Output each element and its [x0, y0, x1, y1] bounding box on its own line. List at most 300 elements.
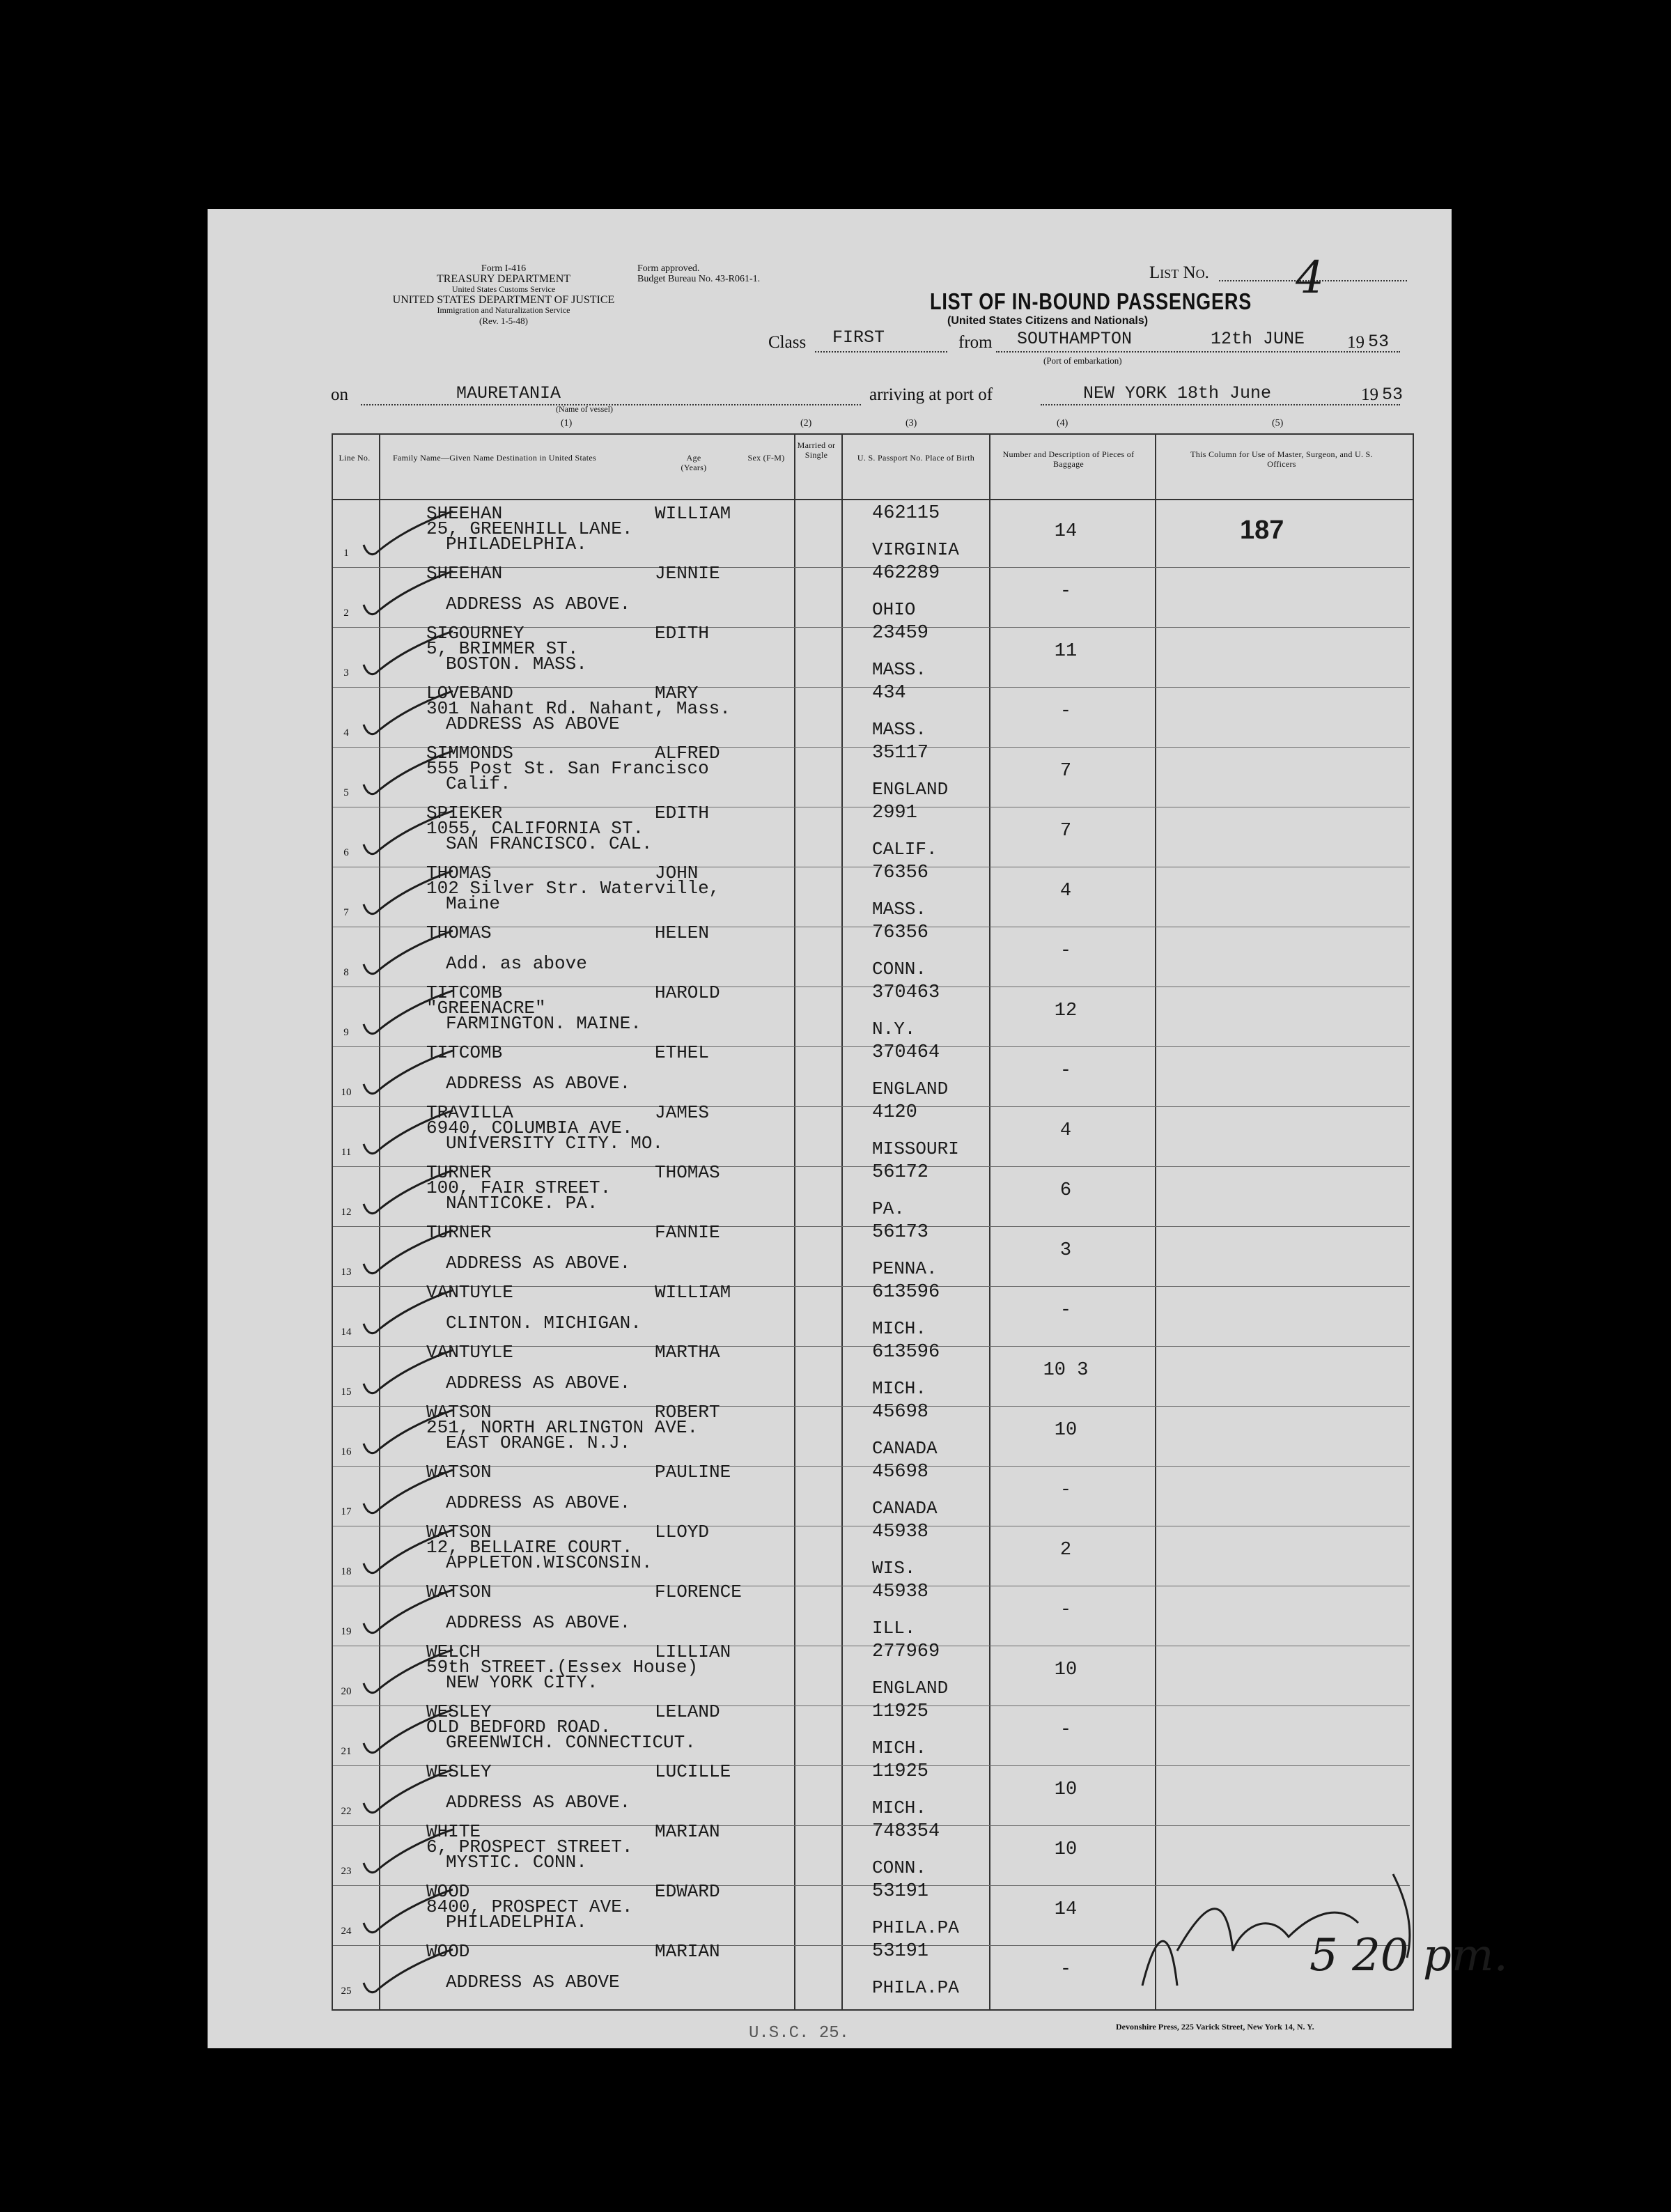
family-name: LOVEBAND	[426, 683, 513, 704]
col-num-2: (2)	[800, 418, 812, 428]
checkmark-icon	[348, 987, 460, 1042]
address-line-1: 251, NORTH ARLINGTON AVE.	[426, 1417, 699, 1438]
given-name: WILLIAM	[655, 503, 731, 524]
checkmark-stroke	[364, 1111, 453, 1154]
checkmark-icon	[348, 867, 460, 922]
address-line-2: CLINTON. MICHIGAN.	[446, 1313, 642, 1333]
address-line-2: ADDRESS AS ABOVE.	[446, 1073, 631, 1094]
page-title: LIST OF IN-BOUND PASSENGERS	[930, 288, 1252, 314]
line-number: 19	[341, 1626, 352, 1637]
address-line-2: ADDRESS AS ABOVE	[446, 713, 620, 734]
address-line-1: 1055, CALIFORNIA ST.	[426, 818, 644, 839]
passport-number: 76356	[872, 922, 929, 943]
place-of-birth: PENNA.	[872, 1258, 938, 1279]
passport-number: 35117	[872, 743, 929, 764]
address-line-2: PHILADELPHIA.	[446, 534, 587, 555]
line-number: 12	[341, 1207, 352, 1218]
given-name: ROBERT	[655, 1402, 720, 1423]
row-divider	[333, 1226, 1410, 1227]
place-of-birth: MASS.	[872, 899, 927, 920]
passport-number: 462115	[872, 503, 940, 524]
place-of-birth: MISSOURI	[872, 1138, 959, 1159]
immigration-service: Immigration and Naturalization Service	[437, 305, 570, 315]
address-line-2: NANTICOKE. PA.	[446, 1193, 598, 1214]
on-label: on	[331, 385, 348, 404]
place-of-birth: MASS.	[872, 659, 927, 680]
place-of-birth: PHILA.PA	[872, 1917, 959, 1938]
passport-number: 11925	[872, 1761, 929, 1782]
address-line-1: 301 Nahant Rd. Nahant, Mass.	[426, 698, 731, 719]
baggage-count: 14	[1054, 521, 1078, 542]
family-name: THOMAS	[426, 863, 492, 883]
header-divider	[333, 499, 1413, 500]
checkmark-icon	[348, 627, 460, 683]
address-line-2: ADDRESS AS ABOVE.	[446, 1792, 631, 1813]
arrival-year-prefix: 19	[1361, 385, 1378, 404]
passport-number: 76356	[872, 863, 929, 883]
family-name: VANTUYLE	[426, 1342, 513, 1363]
passport-number: 434	[872, 683, 906, 704]
address-line-2: MYSTIC. CONN.	[446, 1852, 587, 1873]
passport-number: 53191	[872, 1941, 929, 1962]
family-name: WOOD	[426, 1881, 470, 1902]
place-of-birth: CANADA	[872, 1438, 938, 1459]
checkmark-icon	[348, 687, 460, 743]
passport-number: 2991	[872, 803, 917, 823]
baggage-count: -	[1059, 1300, 1072, 1321]
checkmark-stroke	[364, 511, 453, 555]
checkmark-stroke	[364, 1710, 453, 1753]
line-number: 11	[341, 1147, 352, 1158]
baggage-count: 10 3	[1043, 1360, 1089, 1381]
checkmark-stroke	[364, 1770, 453, 1813]
address-line-1: 100, FAIR STREET.	[426, 1177, 612, 1198]
checkmark-icon	[348, 1286, 460, 1342]
passport-number: 45698	[872, 1402, 929, 1423]
family-name: VANTUYLE	[426, 1282, 513, 1303]
line-number: 25	[341, 1986, 352, 1997]
baggage-count: 6	[1059, 1180, 1072, 1201]
given-name: THOMAS	[655, 1162, 720, 1183]
address-line-2: ADDRESS AS ABOVE.	[446, 1253, 631, 1274]
passport-number: 370464	[872, 1042, 940, 1063]
checkmark-icon	[348, 1586, 460, 1641]
place-of-birth: PA.	[872, 1198, 905, 1219]
family-name: SIMMONDS	[426, 743, 513, 764]
header-passport: U. S. Passport No. Place of Birth	[857, 453, 975, 463]
address-line-1: OLD BEDFORD ROAD.	[426, 1717, 612, 1738]
justice-department: UNITED STATES DEPARTMENT OF JUSTICE	[392, 294, 615, 306]
family-name: TURNER	[426, 1162, 492, 1183]
list-no-value: 4	[1296, 252, 1324, 304]
checkmark-stroke	[364, 1410, 453, 1453]
family-name: WATSON	[426, 1402, 492, 1423]
footer-code: U.S.C. 25.	[749, 2024, 850, 2043]
baggage-count: -	[1059, 941, 1072, 961]
header-line-no: Line No.	[339, 453, 371, 463]
checkmark-icon	[348, 567, 460, 623]
given-name: EDWARD	[655, 1881, 720, 1902]
checkmark-icon	[348, 1706, 460, 1761]
checkmark-icon	[348, 927, 460, 982]
col-num-3: (3)	[906, 418, 917, 428]
checkmark-icon	[348, 1646, 460, 1701]
checkmark-stroke	[364, 1830, 453, 1873]
line-number: 8	[343, 967, 349, 978]
place-of-birth: N.Y.	[872, 1019, 916, 1039]
header-baggage: Number and Description of Pieces of Baggage	[1002, 449, 1135, 469]
checkmark-stroke	[364, 871, 453, 914]
place-of-birth: MICH.	[872, 1318, 927, 1339]
given-name: MARIAN	[655, 1941, 720, 1962]
address-line-2: ADDRESS AS ABOVE.	[446, 594, 631, 614]
place-of-birth: VIRGINIA	[872, 539, 959, 560]
address-line-2: Maine	[446, 893, 501, 914]
col-num-5: (5)	[1272, 418, 1284, 428]
printer-line: Devonshire Press, 225 Varick Street, New York 14, N. Y.	[1116, 2022, 1314, 2032]
from-label: from	[958, 333, 993, 352]
arrival-line	[1041, 404, 1400, 405]
given-name: JAMES	[655, 1102, 710, 1123]
line-number: 17	[341, 1506, 352, 1517]
baggage-count: -	[1059, 701, 1072, 722]
checkmark-stroke	[364, 1290, 453, 1333]
signature-time: 5 20 pm.	[1309, 1930, 1508, 1981]
address-line-2: ADDRESS AS ABOVE.	[446, 1372, 631, 1393]
line-number: 2	[343, 608, 349, 619]
line-number: 6	[343, 847, 349, 858]
address-line-1: 102 Silver Str. Waterville,	[426, 878, 720, 899]
given-name: EDITH	[655, 623, 710, 644]
arriving-label: arriving at port of	[869, 385, 993, 404]
class-value: FIRST	[832, 327, 885, 348]
checkmark-icon	[348, 1945, 460, 2001]
address-line-2: NEW YORK CITY.	[446, 1672, 598, 1693]
baggage-count: -	[1059, 1959, 1072, 1980]
given-name: LILLIAN	[655, 1641, 731, 1662]
checkmark-icon	[348, 1106, 460, 1162]
passport-number: 23459	[872, 623, 929, 644]
line-number: 18	[341, 1566, 352, 1577]
checkmark-stroke	[364, 631, 453, 674]
given-name: HAROLD	[655, 982, 720, 1003]
checkmark-icon	[348, 1765, 460, 1821]
row-divider	[333, 1466, 1410, 1467]
baggage-count: 14	[1054, 1899, 1078, 1920]
place-of-birth: CONN.	[872, 959, 927, 980]
place-of-birth: MICH.	[872, 1797, 927, 1818]
passport-number: 11925	[872, 1701, 929, 1722]
approval-block	[637, 263, 760, 284]
line-number: 3	[343, 667, 349, 679]
header-officers: This Column for Use of Master, Surgeon, and U. S. Officers	[1190, 449, 1373, 469]
address-line-1: 12, BELLAIRE COURT.	[426, 1537, 633, 1558]
given-name: LELAND	[655, 1701, 720, 1722]
address-line-2: UNIVERSITY CITY. MO.	[446, 1133, 664, 1154]
address-line-1: 555 Post St. San Francisco	[426, 758, 709, 779]
given-name: JOHN	[655, 863, 699, 883]
form-header-block	[371, 263, 636, 326]
header-married: Married or Single	[797, 440, 836, 460]
line-number: 4	[343, 727, 349, 738]
checkmark-stroke	[364, 1051, 453, 1094]
arrival-port-date: NEW YORK 18th June	[1083, 383, 1272, 403]
address-line-2: Add. as above	[446, 953, 587, 974]
line-number: 22	[341, 1806, 352, 1817]
baggage-count: 7	[1059, 761, 1072, 782]
checkmark-stroke	[364, 691, 453, 734]
address-line-2: FARMINGTON. MAINE.	[446, 1013, 642, 1034]
checkmark-icon	[348, 507, 460, 563]
line-number: 21	[341, 1746, 352, 1757]
family-name: WESLEY	[426, 1701, 492, 1722]
baggage-count: 11	[1054, 641, 1078, 662]
checkmark-stroke	[364, 1530, 453, 1573]
place-of-birth: CALIF.	[872, 839, 938, 860]
place-of-birth: ILL.	[872, 1618, 916, 1639]
baggage-count: -	[1059, 1060, 1072, 1081]
baggage-count: 10	[1054, 1420, 1078, 1441]
address-line-2: APPLETON.WISCONSIN.	[446, 1552, 653, 1573]
address-line-1: 8400, PROSPECT AVE.	[426, 1896, 633, 1917]
line-number: 16	[341, 1446, 352, 1457]
address-line-2: Calif.	[446, 773, 511, 794]
place-of-birth: WIS.	[872, 1558, 916, 1579]
place-of-birth: MASS.	[872, 719, 927, 740]
family-name: TITCOMB	[426, 1042, 503, 1063]
passport-number: 277969	[872, 1641, 940, 1662]
family-name: TRAVILLA	[426, 1102, 513, 1123]
passport-number: 370463	[872, 982, 940, 1003]
row-divider	[333, 1825, 1410, 1826]
line-number: 13	[341, 1267, 352, 1278]
page-subtitle: (United States Citizens and Nationals)	[947, 315, 1149, 327]
embark-caption: (Port of embarkation)	[1043, 355, 1122, 366]
given-name: ALFRED	[655, 743, 720, 764]
passport-number: 613596	[872, 1342, 940, 1363]
baggage-count: 7	[1059, 821, 1072, 842]
checkmark-stroke	[364, 1590, 453, 1633]
embark-year: 53	[1368, 332, 1390, 352]
address-line-1: 6940, COLUMBIA AVE.	[426, 1117, 633, 1138]
place-of-birth: ENGLAND	[872, 779, 949, 800]
row-divider	[333, 1166, 1410, 1167]
passport-number: 613596	[872, 1282, 940, 1303]
checkmark-icon	[348, 1046, 460, 1102]
checkmark-stroke	[364, 1889, 453, 1933]
budget-bureau: Budget Bureau No. 43-R061-1.	[637, 274, 761, 284]
checkmark-stroke	[364, 1949, 453, 1993]
given-name: JENNIE	[655, 563, 720, 584]
address-line-2: SAN FRANCISCO. CAL.	[446, 833, 653, 854]
line-number: 23	[341, 1866, 352, 1877]
line-number: 20	[341, 1686, 352, 1697]
checkmark-stroke	[364, 811, 453, 854]
address-line-1: 59th STREET.(Essex House)	[426, 1657, 699, 1678]
given-name: EDITH	[655, 803, 710, 823]
passport-number: 56173	[872, 1222, 929, 1243]
checkmark-stroke	[364, 931, 453, 974]
arrival-year: 53	[1382, 385, 1404, 405]
baggage-count: 4	[1059, 881, 1072, 902]
family-name: THOMAS	[426, 922, 492, 943]
passport-number: 45938	[872, 1581, 929, 1602]
family-name: WATSON	[426, 1581, 492, 1602]
given-name: LUCILLE	[655, 1761, 731, 1782]
family-name: WATSON	[426, 1462, 492, 1483]
passport-number: 56172	[872, 1162, 929, 1183]
customs-service: United States Customs Service	[451, 284, 556, 294]
address-line-1: 25, GREENHILL LANE.	[426, 518, 633, 539]
given-name: HELEN	[655, 922, 710, 943]
address-line-1: 6, PROSPECT STREET.	[426, 1836, 633, 1857]
checkmark-stroke	[364, 1350, 453, 1393]
checkmark-icon	[348, 1226, 460, 1282]
passport-number: 53191	[872, 1881, 929, 1902]
class-label: Class	[768, 333, 807, 352]
form-approved: Form approved.	[637, 263, 700, 274]
place-of-birth: CANADA	[872, 1498, 938, 1519]
line-number: 7	[343, 907, 349, 918]
checkmark-icon	[348, 1406, 460, 1462]
family-name: SHEEHAN	[426, 503, 503, 524]
passport-number: 45938	[872, 1522, 929, 1542]
baggage-count: 10	[1054, 1779, 1078, 1800]
checkmark-stroke	[364, 1230, 453, 1274]
passport-number: 4120	[872, 1102, 917, 1123]
checkmark-icon	[348, 1885, 460, 1941]
address-line-2: EAST ORANGE. N.J.	[446, 1432, 631, 1453]
header-age: Age (Years)	[681, 453, 707, 472]
given-name: ETHEL	[655, 1042, 710, 1063]
address-line-2: ADDRESS AS ABOVE.	[446, 1492, 631, 1513]
row-divider	[333, 1765, 1410, 1766]
embark-date: 12th JUNE	[1211, 329, 1305, 349]
given-name: MARIAN	[655, 1821, 720, 1842]
passport-number: 45698	[872, 1462, 929, 1483]
line-number: 10	[341, 1087, 352, 1098]
col-divider	[794, 435, 795, 2009]
baggage-count: -	[1059, 1719, 1072, 1740]
baggage-count: 12	[1054, 1000, 1078, 1021]
col-num-1: (1)	[561, 418, 573, 428]
line-number: 24	[341, 1926, 352, 1937]
line-number: 9	[343, 1027, 349, 1038]
checkmark-stroke	[364, 1470, 453, 1513]
address-line-2: ADDRESS AS ABOVE.	[446, 1612, 631, 1633]
checkmark-icon	[348, 1825, 460, 1881]
place-of-birth: ENGLAND	[872, 1678, 949, 1699]
class-line	[815, 351, 947, 353]
checkmark-stroke	[364, 571, 453, 614]
checkmark-stroke	[364, 1170, 453, 1214]
col-divider	[1155, 435, 1156, 2009]
baggage-count: 2	[1059, 1540, 1072, 1561]
line-number: 15	[341, 1386, 352, 1398]
embark-year-prefix: 19	[1347, 333, 1365, 352]
checkmark-icon	[348, 1526, 460, 1581]
baggage-count: 10	[1054, 1660, 1078, 1680]
header-sex: Sex (F-M)	[747, 453, 785, 463]
list-no-label: List No.	[1149, 263, 1209, 282]
line-number: 5	[343, 787, 349, 798]
baggage-count: 4	[1059, 1120, 1072, 1141]
place-of-birth: OHIO	[872, 599, 916, 620]
place-of-birth: CONN.	[872, 1857, 927, 1878]
checkmark-icon	[348, 1166, 460, 1222]
treasury-department: TREASURY DEPARTMENT	[436, 273, 571, 285]
col-num-4: (4)	[1057, 418, 1068, 428]
officer-note: 187	[1240, 516, 1284, 545]
baggage-count: -	[1059, 581, 1072, 602]
checkmark-icon	[348, 747, 460, 803]
checkmark-stroke	[364, 991, 453, 1034]
given-name: WILLIAM	[655, 1282, 731, 1303]
family-name: WHITE	[426, 1821, 481, 1842]
vessel-caption: (Name of vessel)	[556, 404, 613, 414]
passport-number: 748354	[872, 1821, 940, 1842]
address-line-1: "GREENACRE"	[426, 998, 546, 1019]
checkmark-icon	[348, 1466, 460, 1522]
checkmark-stroke	[364, 1650, 453, 1693]
baggage-count: -	[1059, 1480, 1072, 1501]
baggage-count: 3	[1059, 1240, 1072, 1261]
family-name: WELCH	[426, 1641, 481, 1662]
family-name: WESLEY	[426, 1761, 492, 1782]
given-name: MARY	[655, 683, 699, 704]
given-name: MARTHA	[655, 1342, 720, 1363]
revision: (Rev. 1-5-48)	[479, 316, 528, 326]
col-divider	[989, 435, 990, 2009]
address-line-2: PHILADELPHIA.	[446, 1912, 587, 1933]
given-name: FANNIE	[655, 1222, 720, 1243]
from-port: SOUTHAMPTON	[1017, 329, 1133, 349]
line-number: 1	[343, 548, 349, 559]
address-line-2: BOSTON. MASS.	[446, 653, 587, 674]
place-of-birth: MICH.	[872, 1378, 927, 1399]
address-line-2: ADDRESS AS ABOVE	[446, 1972, 620, 1993]
baggage-count: -	[1059, 1600, 1072, 1621]
col-divider	[841, 435, 843, 2009]
family-name: TURNER	[426, 1222, 492, 1243]
baggage-count: 10	[1054, 1839, 1078, 1860]
checkmark-icon	[348, 1346, 460, 1402]
checkmark-icon	[348, 807, 460, 863]
passport-number: 462289	[872, 563, 940, 584]
given-name: PAULINE	[655, 1462, 731, 1483]
family-name: SIGOURNEY	[426, 623, 524, 644]
family-name: WATSON	[426, 1522, 492, 1542]
checkmark-stroke	[364, 751, 453, 794]
family-name: SHEEHAN	[426, 563, 503, 584]
place-of-birth: MICH.	[872, 1738, 927, 1758]
place-of-birth: PHILA.PA	[872, 1977, 959, 1998]
address-line-1: 5, BRIMMER ST.	[426, 638, 579, 659]
family-name: SPIEKER	[426, 803, 503, 823]
given-name: FLORENCE	[655, 1581, 742, 1602]
line-number: 14	[341, 1327, 352, 1338]
from-line	[996, 351, 1400, 353]
family-name: TITCOMB	[426, 982, 503, 1003]
family-name: WOOD	[426, 1941, 470, 1962]
address-line-2: GREENWICH. CONNECTICUT.	[446, 1732, 696, 1753]
place-of-birth: ENGLAND	[872, 1078, 949, 1099]
row-divider	[333, 1406, 1410, 1407]
form-number: Form I-416	[481, 263, 527, 274]
header-name: Family Name—Given Name Destination in United States	[393, 453, 596, 463]
vessel-name: MAURETANIA	[456, 383, 561, 403]
given-name: LLOYD	[655, 1522, 710, 1542]
